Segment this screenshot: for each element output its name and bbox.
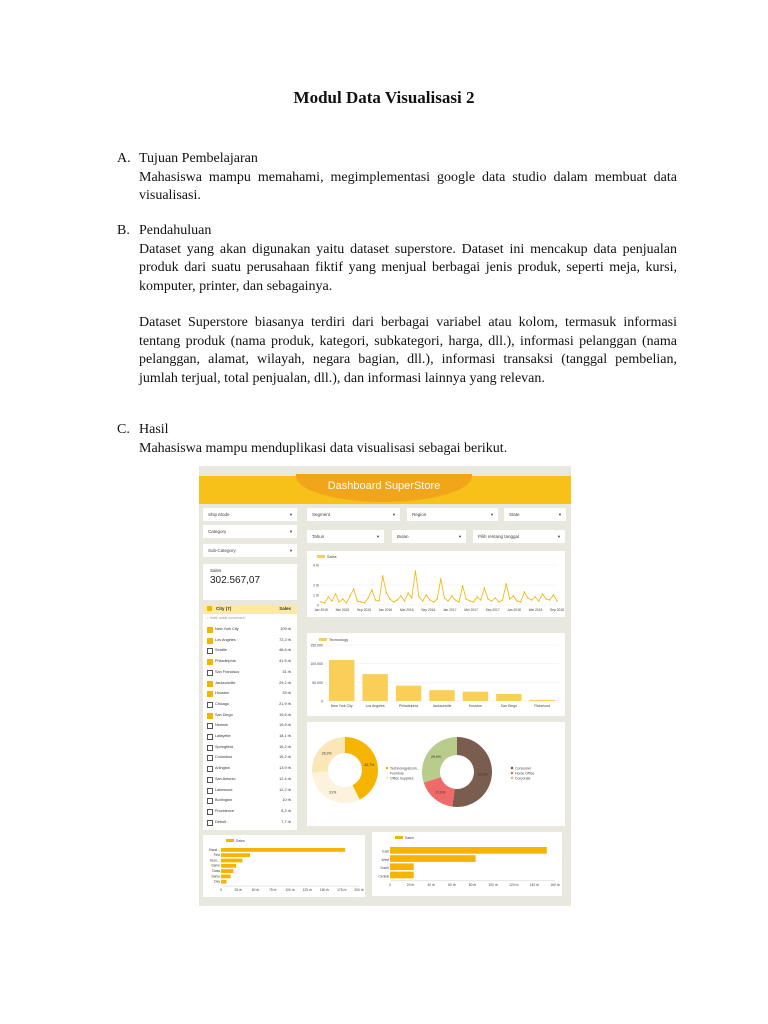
city-sales: 12,2 rb [279, 787, 291, 792]
row-checkbox[interactable] [207, 745, 213, 751]
ship-mode-bar-card [203, 835, 365, 897]
y-tick-label: 2 rb [312, 583, 319, 588]
line-point [538, 600, 539, 601]
line-point [360, 601, 361, 602]
x-tick-label: 80 rb [468, 882, 477, 887]
line-point [357, 600, 358, 601]
city-name: New York City [215, 627, 239, 631]
donut-card [307, 722, 565, 826]
line-point [320, 601, 321, 602]
sales-column-header[interactable]: Sales [279, 606, 291, 611]
city-sales: 19,5 rb [279, 723, 291, 728]
x-tick-label: Jan 2016 [378, 608, 393, 612]
line-point [433, 601, 434, 602]
bar [390, 855, 476, 862]
table-row[interactable] [203, 764, 297, 774]
line-point [462, 585, 463, 586]
bar [221, 859, 242, 863]
bar [329, 660, 354, 701]
city-sales: 72,2 rb [279, 637, 291, 642]
x-tick-label: 200 rb [354, 888, 364, 893]
city-name: San Antonio [215, 776, 236, 781]
table-row[interactable] [203, 818, 297, 828]
line-point [422, 600, 423, 601]
city-table [203, 605, 297, 830]
line-point [455, 599, 456, 600]
legend-label: Office Supplies [390, 776, 414, 781]
slice-label: 29,9% [431, 755, 441, 760]
table-row[interactable] [203, 732, 297, 742]
city-name: Lakewood [215, 787, 233, 792]
line-point [473, 601, 474, 602]
row-checkbox[interactable] [207, 798, 213, 804]
y-tick-label: 100.000 [310, 662, 323, 667]
table-row[interactable] [203, 679, 297, 689]
row-checkbox[interactable] [207, 820, 213, 826]
x-tick-label: 0 [220, 888, 222, 893]
city-sales: 16,2 rb [279, 744, 291, 749]
x-tick-label: 60 rb [448, 882, 456, 887]
legend-swatch [395, 836, 403, 839]
line-point [418, 596, 419, 597]
category-label: First [213, 853, 220, 858]
table-row[interactable] [203, 636, 297, 646]
line-point [346, 602, 347, 603]
legend-label: Home Office [515, 771, 535, 776]
city-sales: 109 rb [280, 627, 291, 631]
bulan-dropdown[interactable]: Bulan ▼ [392, 530, 466, 543]
page-title: Modul Data Visualisasi 2 [293, 88, 475, 107]
table-row[interactable] [203, 700, 297, 710]
line-point [378, 600, 379, 601]
line-point [498, 601, 499, 602]
bar [463, 692, 488, 701]
x-tick-label: Jan 2015 [314, 608, 328, 612]
line-point [368, 597, 369, 598]
row-checkbox[interactable] [207, 691, 213, 697]
donut-slice [422, 737, 457, 783]
row-checkbox[interactable] [207, 734, 213, 740]
city-name: Columbus [215, 755, 233, 760]
city-name: Seattle [215, 648, 227, 653]
row-checkbox[interactable] [207, 723, 213, 729]
line-point [480, 599, 481, 600]
row-checkbox[interactable] [207, 809, 213, 815]
legend-label: Furniture [390, 771, 405, 776]
section-heading: Pendahuluan [139, 223, 212, 238]
x-tick-label: 20 rb [406, 882, 415, 887]
table-row[interactable] [203, 689, 297, 699]
bar [221, 880, 227, 884]
section-paragraph-2: Dataset Superstore biasanya terdiri dari berbagai variabel atau kolom, termasuk informasi tentang produk (nama produk, kategori, subkategori, harga, dll.), informasi pelanggan (nama pelanggan, alamat, wilayah, negara bagian, dll.), informasi transaksi (tanggal pembelian, jumlah terjual, total penjualan, dll.), dan informasi lainnya yang relevan. [139, 315, 677, 386]
bar-chart-card [307, 633, 565, 716]
row-checkbox[interactable] [207, 755, 213, 761]
line-point [440, 578, 441, 579]
legend-label: Consumer [515, 766, 532, 771]
line-point [415, 570, 416, 571]
category-label: Same [211, 863, 220, 868]
line-point [466, 598, 467, 599]
row-checkbox[interactable] [207, 638, 213, 644]
x-tick-label: Jan 2018 [507, 608, 521, 612]
bar [362, 674, 387, 701]
line-point [324, 602, 325, 603]
line-point [502, 599, 503, 600]
dashboard-image [199, 466, 571, 906]
row-checkbox[interactable] [207, 713, 213, 719]
y-tick-label: 4 rb [312, 563, 319, 568]
section-heading: Hasil [139, 422, 169, 437]
line-point [411, 597, 412, 598]
sales-line [321, 571, 557, 603]
line-point [484, 587, 485, 588]
table-row[interactable] [203, 721, 297, 731]
section-letter: C. [117, 422, 130, 437]
dashboard-title: Dashboard SuperStore [296, 474, 472, 502]
line-point [375, 599, 376, 600]
segment-dropdown[interactable]: Segment ▼ [307, 508, 400, 521]
category-label: South [380, 866, 389, 871]
x-tick-label: Mei 2018 [528, 608, 543, 612]
x-tick-label: Mei 2016 [400, 608, 414, 612]
line-point [469, 600, 470, 601]
tahun-dropdown[interactable]: Tahun ▼ [307, 530, 384, 543]
table-row[interactable] [203, 775, 297, 785]
line-point [426, 594, 427, 595]
section-heading: Tujuan Pembelajaran [139, 151, 258, 166]
bar [221, 875, 231, 879]
slice-label: 31% [329, 790, 337, 795]
bar [390, 863, 414, 870]
sales-scorecard [203, 564, 297, 600]
line-point [505, 583, 506, 584]
line-point [458, 601, 459, 602]
line-point [331, 600, 332, 601]
line-point [527, 597, 528, 598]
legend-label: Technology&com... [390, 766, 420, 771]
city-name: Newark [215, 723, 228, 728]
x-tick-label: 150 rb [319, 888, 330, 893]
region-bar-card [372, 832, 562, 896]
table-row[interactable] [203, 646, 297, 656]
category-label: East [382, 849, 389, 854]
dashboard-header [199, 476, 571, 504]
category-dropdown[interactable]: Category ▼ [203, 525, 297, 538]
line-point [400, 595, 401, 596]
x-tick-label: Jan 2017 [442, 608, 457, 612]
line-point [407, 592, 408, 593]
city-sales: 7,7 rb [281, 819, 291, 824]
category-label: Class [211, 869, 220, 873]
x-tick-label: 25 rb [234, 888, 243, 893]
x-tick-label: Jacksonville [432, 704, 452, 708]
legend-swatch [317, 555, 325, 558]
line-point [349, 595, 350, 596]
slice-label: 17,9% [435, 790, 446, 795]
y-tick-label: 150.000 [310, 643, 323, 648]
slice-label: 26,3% [321, 751, 332, 756]
line-point [553, 594, 554, 595]
row-checkbox[interactable] [207, 648, 213, 654]
x-tick-label: Sep 2017 [485, 608, 500, 612]
legend-dot [386, 777, 389, 780]
city-sales: 8,2 rb [281, 808, 291, 813]
section-c [117, 421, 677, 458]
x-tick-label: Houston [468, 704, 482, 708]
bar [390, 872, 414, 879]
city-sales: 21,9 rb [279, 701, 291, 706]
x-tick-label: 160 rb [550, 882, 560, 887]
bar [390, 847, 547, 854]
legend-dot [511, 767, 514, 770]
section-a [117, 150, 677, 206]
y-tick-label: 50.000 [312, 680, 323, 685]
legend-dot [511, 772, 514, 775]
line-point [447, 600, 448, 601]
table-row[interactable] [203, 786, 297, 796]
x-tick-label: 100 rb [285, 888, 295, 893]
legend-dot [386, 767, 389, 770]
line-point [338, 601, 339, 602]
line-point [328, 596, 329, 597]
line-point [535, 596, 536, 597]
line-point [429, 599, 430, 600]
city-column-header[interactable]: City (7) [216, 606, 232, 611]
legend-label: Sales [327, 555, 337, 559]
table-row[interactable] [203, 743, 297, 753]
x-tick-label: 140 rb [529, 882, 540, 887]
search-icon: ⌕ [207, 616, 209, 620]
ship-mode-dropdown[interactable]: Ship Mode ▼ [203, 508, 297, 521]
bar [221, 848, 345, 852]
line-point [520, 601, 521, 602]
city-name: Providence [215, 808, 234, 813]
city-sales: 25 rb [282, 691, 291, 696]
x-tick-label: Mei 2017 [464, 608, 478, 612]
row-checkbox[interactable] [207, 766, 213, 772]
line-point [397, 599, 398, 600]
y-tick-label: 1 rb [312, 593, 319, 598]
legend-dot [511, 777, 514, 780]
category-label: Central [378, 874, 389, 879]
city-sales: 10 rb [282, 798, 291, 803]
x-tick-label: New York City [330, 704, 353, 708]
category-label: West [381, 857, 389, 862]
line-point [476, 596, 477, 597]
legend-swatch [226, 839, 234, 842]
x-tick-label: 175 rb [337, 888, 347, 893]
x-tick-label: 120 rb [509, 882, 519, 887]
city-sales: 19,6 rb [279, 712, 291, 717]
city-sales: 12,4 rb [279, 776, 291, 781]
legend-dot [386, 772, 389, 775]
city-name: Houston [215, 691, 230, 696]
city-name: Lafayette [215, 734, 231, 738]
table-row[interactable] [203, 711, 297, 721]
line-point [495, 597, 496, 598]
x-tick-label: Richmond [534, 704, 551, 708]
section-text: Mahasiswa mampu menduplikasi data visualisasi sebagai berikut. [139, 440, 508, 456]
donut-charts [307, 722, 565, 826]
city-sales: 15,2 rb [279, 755, 291, 760]
city-sales: 46,6 rb [279, 648, 291, 653]
city-sales: 31 rb [282, 669, 291, 674]
table-row[interactable] [203, 657, 297, 667]
line-point [491, 600, 492, 601]
legend-swatch [319, 638, 327, 641]
date-range-picker[interactable]: Pilih rentang tanggal ▼ [473, 530, 565, 543]
technology-bar-chart [307, 633, 565, 716]
table-row[interactable] [203, 753, 297, 763]
bar [221, 869, 233, 873]
x-tick-label: 50 rb [251, 888, 260, 893]
line-point [487, 598, 488, 599]
category-label: Same [211, 874, 220, 879]
section-text: Mahasiswa mampu memahami, megimplementasi google data studio dalam membuat data visualisasi. [139, 169, 677, 203]
city-name: Burlington [215, 798, 233, 803]
line-point [389, 598, 390, 599]
line-point [513, 595, 514, 596]
section-b [117, 222, 677, 388]
table-row[interactable] [203, 796, 297, 806]
x-tick-label: Philadelphia [399, 704, 419, 708]
x-tick-label: San Diego [500, 704, 518, 708]
city-sales: 41,5 rb [279, 659, 291, 664]
legend-label: Technology [329, 638, 349, 642]
line-point [404, 600, 405, 601]
line-point [335, 593, 336, 594]
city-name: Springfield [215, 744, 233, 749]
line-point [342, 598, 343, 599]
table-row[interactable] [203, 807, 297, 817]
line-point [353, 588, 354, 589]
line-point [516, 600, 517, 601]
bar [530, 700, 555, 701]
region-bar-chart [372, 832, 562, 896]
line-point [531, 599, 532, 600]
ship-mode-bar-chart [203, 835, 365, 897]
line-point [524, 591, 525, 592]
row-checkbox[interactable] [207, 627, 213, 633]
x-tick-label: Sep 2016 [421, 608, 436, 612]
table-row[interactable] [203, 668, 297, 678]
x-tick-label: Sep 2018 [549, 608, 565, 612]
line-point [371, 589, 372, 590]
row-checkbox[interactable] [207, 777, 213, 783]
row-checkbox[interactable] [207, 681, 213, 687]
bar [221, 853, 250, 857]
x-tick-label: 75 rb [268, 888, 277, 893]
city-name: San Francisco [215, 669, 240, 674]
legend-label: Corporate [515, 776, 531, 781]
line-point [549, 599, 550, 600]
x-tick-label: 0 [389, 882, 391, 887]
section-letter: B. [117, 223, 130, 238]
section-paragraph-1: Dataset yang akan digunakan yaitu dataset superstore. Dataset ini mencakup data penjualan produk dari suatu perusahaan fiktif yang menjual berbagai jenis produk, seperti meja, kursi, komputer, printer, dan sebagainya. [139, 241, 677, 294]
line-point [556, 600, 557, 601]
line-point [382, 575, 383, 576]
scorecard-label: Sales [210, 568, 222, 573]
row-checkbox[interactable] [207, 659, 213, 665]
category-label: Stand... [208, 847, 220, 852]
slice-label: 52,1% [477, 772, 488, 777]
y-tick-label: 0 [321, 699, 323, 704]
city-sales: 18,1 rb [279, 734, 291, 738]
line-point [545, 598, 546, 599]
x-tick-label: Mei 2015 [335, 608, 350, 612]
row-checkbox[interactable] [207, 670, 213, 676]
state-dropdown[interactable]: State ▼ [504, 508, 566, 521]
bar [221, 864, 236, 868]
x-tick-label: 100 rb [488, 882, 498, 887]
city-table-header [203, 605, 297, 614]
line-point [386, 592, 387, 593]
city-sales: 13,9 rb [279, 766, 291, 771]
line-chart-card [307, 551, 565, 617]
line-point [364, 602, 365, 603]
bar [429, 690, 454, 701]
bar [396, 686, 421, 701]
table-row[interactable] [203, 625, 297, 635]
x-tick-label: Sep 2015 [356, 608, 371, 612]
city-name: Jacksonville [215, 680, 236, 685]
city-search-input[interactable]: ⌕ Ketik untuk menelusuri [207, 616, 246, 620]
line-point [451, 595, 452, 596]
category-label: Seco... [209, 858, 220, 863]
row-checkbox[interactable] [207, 788, 213, 794]
city-sales: 29,2 rb [279, 680, 291, 685]
city-name: Arlington [215, 766, 230, 771]
city-name: San Diego [215, 712, 233, 717]
donut-slice [312, 771, 360, 803]
category-label: Day [214, 879, 220, 884]
city-name: Chicago [215, 701, 229, 706]
line-point [542, 593, 543, 594]
x-tick-label: 40 rb [427, 882, 436, 887]
sub-category-dropdown[interactable]: Sub-Category ▼ [203, 544, 297, 557]
city-name: Detroit [215, 819, 227, 824]
region-dropdown[interactable]: Region ▼ [407, 508, 498, 521]
city-name: Los Angeles [215, 637, 236, 642]
section-letter: A. [117, 151, 131, 166]
line-point [393, 601, 394, 602]
line-point [444, 597, 445, 598]
line-point [509, 598, 510, 599]
x-tick-label: Los Angeles [365, 704, 385, 708]
legend-label: Sales [236, 839, 245, 843]
slice-label: 42,7% [364, 762, 375, 767]
legend-label: Sales [405, 836, 414, 840]
x-tick-label: 125 rb [302, 888, 312, 893]
sales-line-chart [307, 551, 565, 617]
line-point [436, 598, 437, 599]
row-checkbox[interactable] [207, 702, 213, 708]
scorecard-value: 302.567,07 [210, 575, 261, 586]
y-tick-label: 0 [317, 603, 319, 608]
bar [496, 694, 521, 701]
city-name: Philadelphia [215, 659, 236, 664]
